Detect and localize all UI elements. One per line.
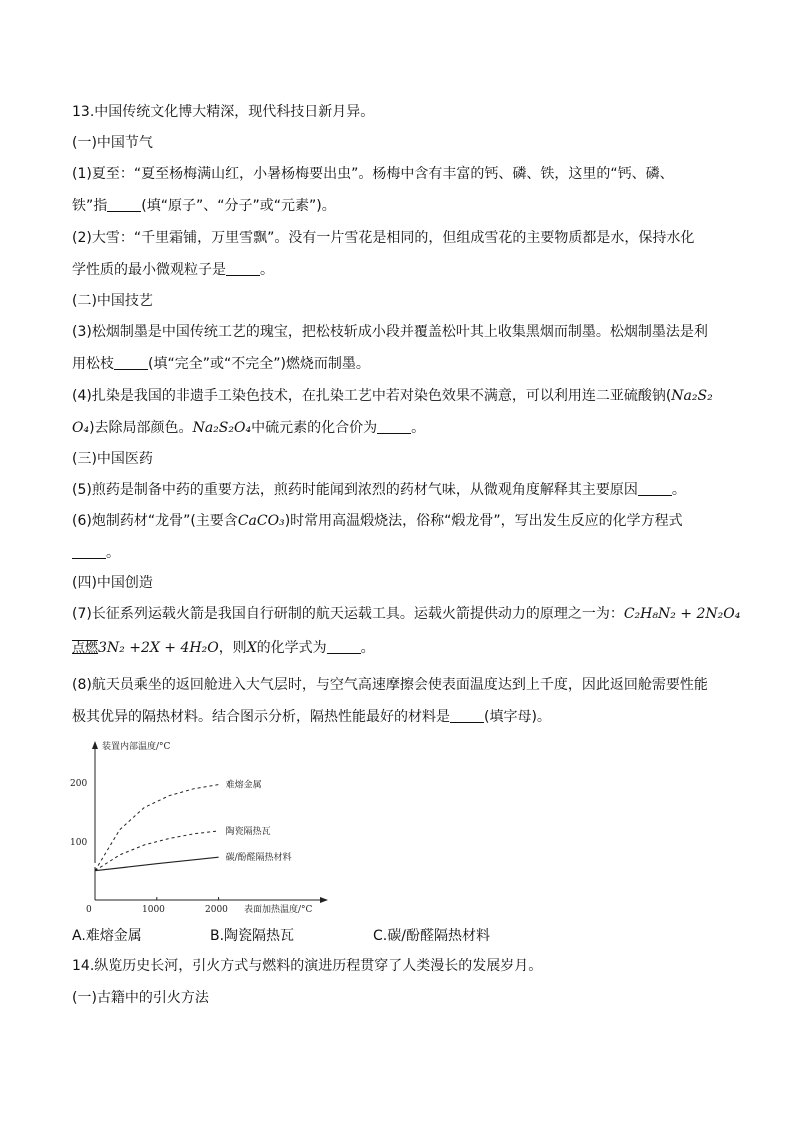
q13-part2-line1: (2)大雪：“千里霜铺，万里雪飘”。没有一片雪花是相同的，但组成雪花的主要物质都是水，保持水化 bbox=[72, 230, 695, 246]
answer-blank[interactable] bbox=[226, 261, 260, 276]
q14-section-heading: (一)古籍中的引火方法 bbox=[72, 990, 209, 1006]
series-line-3 bbox=[95, 857, 219, 871]
q13-part6-line1: (6)炮制药材“龙骨”(主要含CaCO₃)时常用高温煅烧法，俗称“煅龙骨”，写出发生反应的化学方程式 bbox=[72, 513, 683, 529]
answer-blank[interactable] bbox=[450, 708, 484, 723]
q13-part7-line2: 点燃3N₂ +2X + 4H₂O，则X的化学式为 。 bbox=[72, 640, 375, 656]
option-b[interactable]: B.陶瓷隔热瓦 bbox=[210, 928, 295, 944]
q13-part7-line1: (7)长征系列运载火箭是我国自行研制的航天运载工具。运载火箭提供动力的原理之一为：C₂H₈N₂ + 2N₂O₄ bbox=[72, 606, 741, 622]
y-axis-label: 装置内部温度/°C bbox=[102, 742, 171, 752]
q13-part4-line1: (4)扎染是我国的非遗手工染色技术，在扎染工艺中若对染色效果不满意，可以利用连二亚硫酸钠(Na₂S₂ bbox=[72, 388, 713, 404]
series-line-1 bbox=[95, 785, 219, 871]
q13-part8-line2: 极其优异的隔热材料。结合图示分析，隔热性能最好的材料是 (填字母)。 bbox=[72, 709, 551, 725]
q13-part5: (5)煎药是制备中药的重要方法，煎药时能闻到浓烈的药材气味，从微观角度解释其主要原因 。 bbox=[72, 482, 686, 498]
y-tick-label: 100 bbox=[70, 838, 88, 848]
q13-part3-line1: (3)松烟制墨是中国传统工艺的瑰宝，把松枝斩成小段并覆盖松叶其上收集黑烟而制墨。松烟制墨法是利 bbox=[72, 324, 708, 340]
series-label-2: 陶瓷隔热瓦 bbox=[225, 826, 271, 837]
section-heading-jieqi: (一)中国节气 bbox=[72, 135, 153, 151]
x-tick-label: 0 bbox=[86, 905, 92, 915]
section-heading-chuangzao: (四)中国创造 bbox=[72, 575, 153, 591]
x-axis-label: 表面加热温度/°C bbox=[244, 905, 313, 915]
x-axis-arrow bbox=[320, 897, 328, 903]
series-label-1: 难熔金属 bbox=[225, 780, 262, 791]
q13-part1-line1: (1)夏至：“夏至杨梅满山红，小暑杨梅要出虫”。杨梅中含有丰富的钙、磷、铁，这里的“钙、磷、 bbox=[72, 166, 674, 182]
answer-blank[interactable] bbox=[114, 355, 148, 370]
q13-part3-line2: 用松枝 (填“完全”或“不完全”)燃烧而制墨。 bbox=[72, 356, 370, 372]
series-line-2 bbox=[95, 831, 219, 871]
answer-blank[interactable] bbox=[72, 544, 106, 559]
y-axis-arrow bbox=[92, 741, 98, 749]
q13-part8-line1: (8)航天员乘坐的返回舱进入大气层时，与空气高速摩擦会使表面温度达到上千度，因此返回舱需要性能 bbox=[72, 677, 708, 693]
q13-part6-line2: 。 bbox=[72, 543, 120, 563]
series-label-3: 碳/酚醛隔热材料 bbox=[225, 853, 292, 864]
y-tick-label: 200 bbox=[70, 779, 88, 789]
section-heading-yiyao: (三)中国医药 bbox=[72, 451, 153, 467]
section-heading-jiyi: (二)中国技艺 bbox=[72, 293, 153, 309]
reaction-condition: 点燃 bbox=[72, 641, 99, 656]
axis-break bbox=[91, 863, 99, 867]
x-tick-label: 2000 bbox=[205, 905, 228, 915]
q13-part1-line2: 铁”指 (填“原子”、“分子”或“元素”)。 bbox=[72, 198, 336, 214]
q13-part4-line2: O₄)去除局部颜色。Na₂S₂O₄中硫元素的化合价为 。 bbox=[72, 420, 426, 436]
temperature-chart bbox=[62, 735, 332, 915]
question-13-title: 13.中国传统文化博大精深，现代科技日新月异。 bbox=[72, 104, 375, 120]
answer-blank[interactable] bbox=[377, 419, 411, 434]
x-tick-label: 1000 bbox=[142, 905, 165, 915]
answer-blank[interactable] bbox=[638, 481, 672, 496]
q13-part2-line2: 学性质的最小微观粒子是 。 bbox=[72, 262, 274, 278]
option-c[interactable]: C.碳/酚醛隔热材料 bbox=[373, 928, 490, 944]
answer-blank[interactable] bbox=[107, 197, 141, 212]
answer-blank[interactable] bbox=[327, 639, 361, 654]
option-a[interactable]: A.难熔金属 bbox=[72, 928, 142, 944]
question-14-title: 14.纵览历史长河，引火方式与燃料的演进历程贯穿了人类漫长的发展岁月。 bbox=[72, 958, 543, 974]
